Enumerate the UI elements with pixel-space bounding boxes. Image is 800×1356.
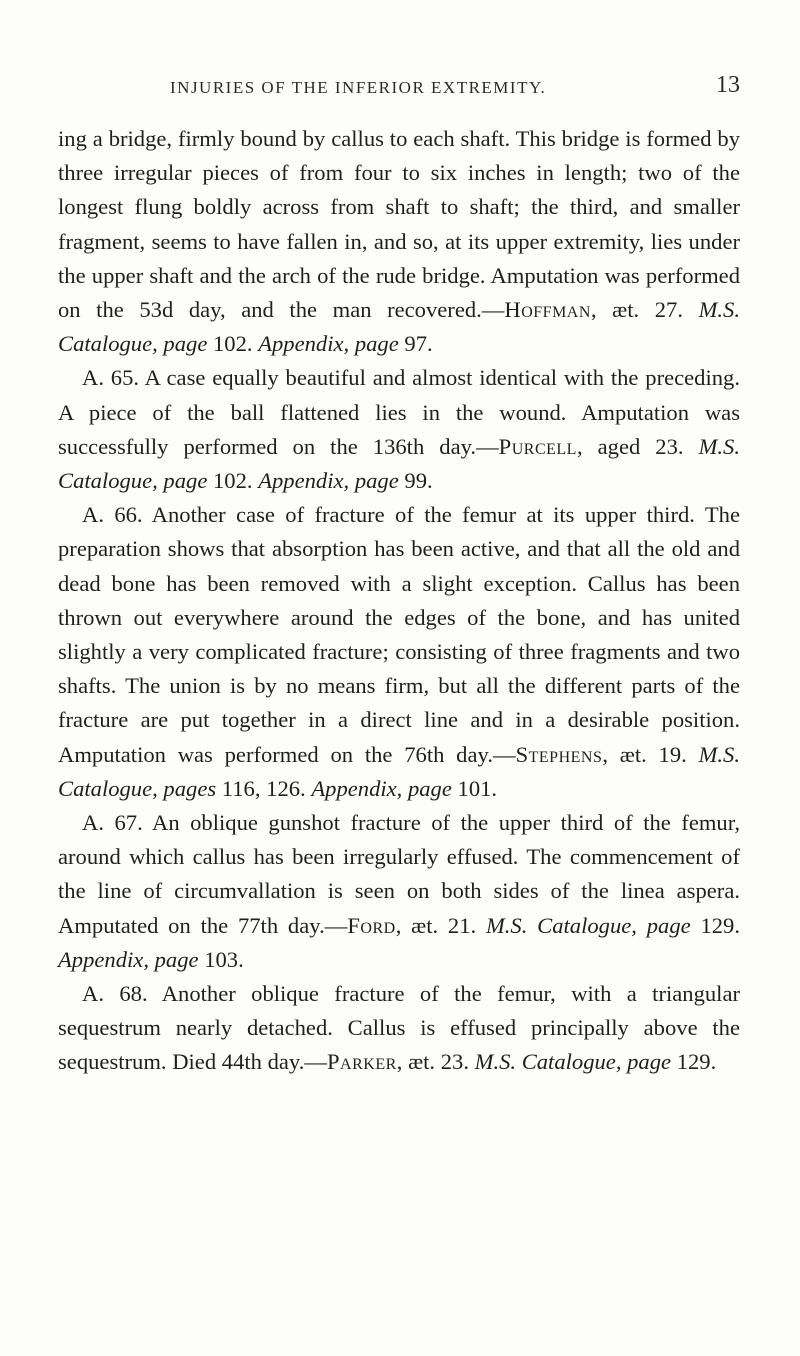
- paragraph-a68: [58, 977, 740, 1080]
- appendix-reference: Appendix, page: [58, 946, 199, 972]
- patient-age: , æt. 21.: [395, 912, 486, 938]
- paragraph-a67: [58, 806, 740, 977]
- paragraph-a65: [58, 361, 740, 498]
- running-title: INJURIES OF THE INFERIOR EXTREMITY.: [170, 78, 547, 97]
- appendix-reference: Appendix, page: [258, 331, 399, 357]
- appendix-page: 101.: [451, 775, 498, 801]
- catalogue-reference: M.S. Catalogue, page: [58, 297, 740, 357]
- running-head: [60, 72, 740, 106]
- paragraph-text: A. 68. Another oblique fracture of the femur, with a triangular sequestrum nearly detached. Callus is effused principally above the sequestrum. Died 44th day.—: [58, 981, 740, 1075]
- patient-name: Stephens: [515, 741, 603, 767]
- paragraph-text: A. 67. An oblique gunshot fracture of the upper third of the femur, around which callus has been irregularly effused. The commencement of the line of circumvallation is seen on both sides of the linea aspera. Amputated on the 77th day.—: [58, 810, 740, 938]
- catalogue-reference: M.S. Catalogue, page: [58, 433, 740, 494]
- patient-age: , æt. 19.: [602, 741, 699, 767]
- paragraph-continuation: [58, 122, 740, 361]
- appendix-reference: Appendix, page: [311, 775, 452, 801]
- paragraph-text: ing a bridge, firmly bound by callus to each shaft. This bridge is formed by three irregular pieces of from four to six inches in length; two of the longest flung boldly across from shaft to shaft; the third, and smaller fragment, seems to have fallen in, and so, at its upper extremity, lies under the upper shaft and the arch of the rude bridge. Amputation was performed on the 53d day, and the man recovered.—: [58, 126, 740, 323]
- body-text: [58, 122, 740, 1080]
- patient-name: Ford: [347, 912, 396, 938]
- appendix-reference: Appendix, page: [258, 468, 399, 494]
- catalogue-page: 102.: [207, 331, 259, 357]
- appendix-page: 103.: [198, 946, 244, 972]
- catalogue-reference: M.S. Catalogue, page: [485, 912, 691, 938]
- appendix-page: 99.: [398, 468, 433, 494]
- patient-name: Purcell: [498, 433, 577, 459]
- catalogue-reference: M.S. Catalogue, page: [474, 1049, 672, 1075]
- page-number: 13: [716, 72, 740, 98]
- patient-name: Parker: [326, 1049, 397, 1075]
- catalogue-page: 129.: [690, 912, 740, 938]
- catalogue-page: 102.: [207, 468, 259, 494]
- paragraph-a66: [58, 498, 740, 806]
- paragraph-text: A. 66. Another case of fracture of the femur at its upper third. The preparation shows that absorption has been active, and that all the old and dead bone has been removed with a slight exception. Callus has been thrown out everywhere around the edges of the bone, and has united slightly a very complicated fracture; consisting of three fragments and two shafts. The union is by no means firm, but all the different parts of the fracture are put together in a direct line and in a desirable position. Amputation was performed on the 76th day.—: [58, 502, 740, 767]
- catalogue-reference: M.S. Catalogue, pages: [58, 741, 740, 801]
- patient-name: Hoffman: [504, 297, 591, 323]
- appendix-page: 97.: [398, 331, 433, 357]
- patient-age: , æt. 27.: [590, 297, 699, 323]
- catalogue-page: 116, 126.: [216, 775, 312, 801]
- paragraph-text: A. 65. A case equally beautiful and almost identical with the preceding. A piece of the ball flattened lies in the wound. Amputation was successfully performed on the 136th day.—: [58, 365, 740, 459]
- catalogue-page: 129.: [671, 1049, 717, 1075]
- patient-age: , aged 23.: [576, 433, 699, 459]
- patient-age: , æt. 23.: [396, 1049, 475, 1075]
